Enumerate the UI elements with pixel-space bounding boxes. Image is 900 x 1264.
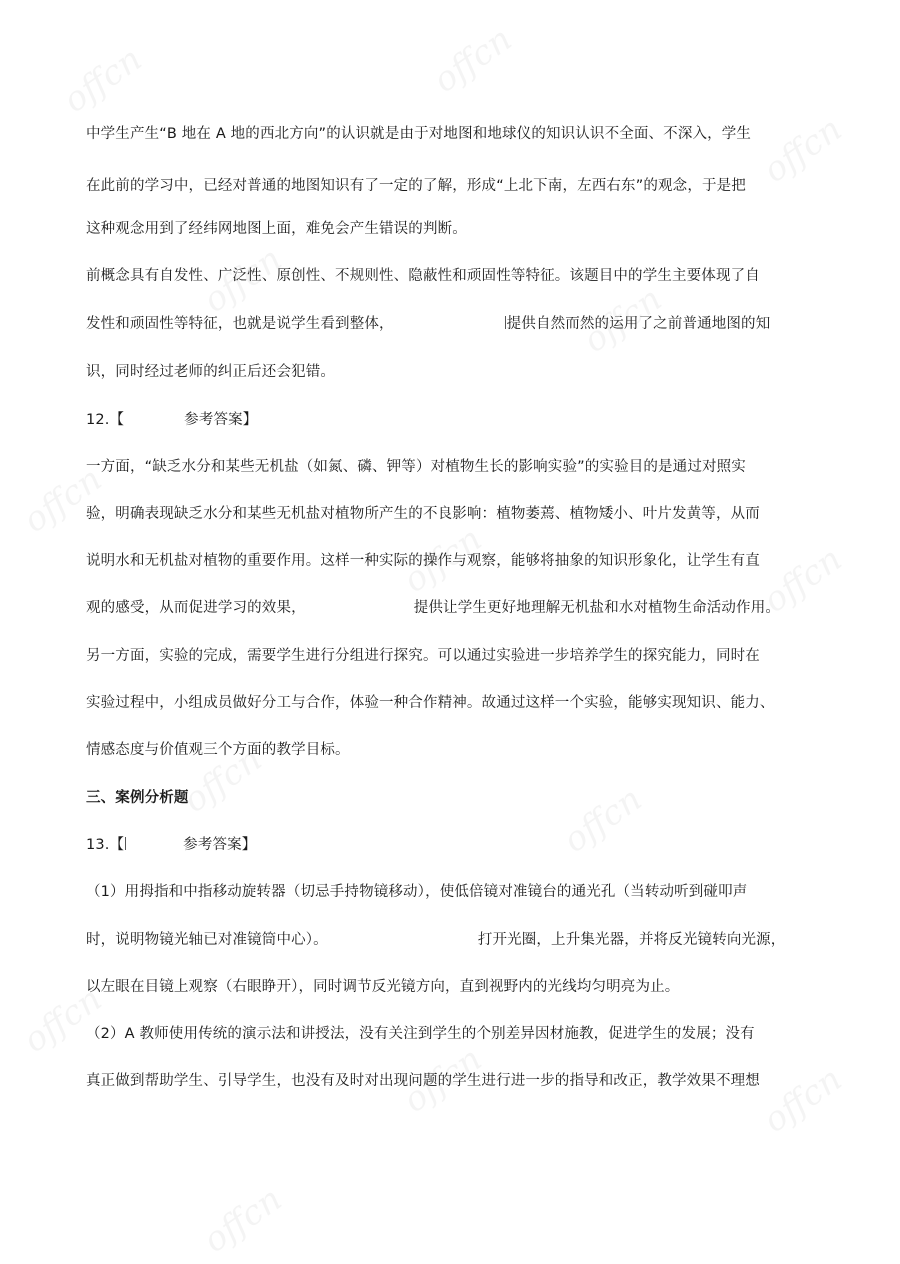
paragraph-line: 说明水和无机盐对植物的重要作用。这样一种实际的操作与观察，能够将抽象的知识形象化，让学生有直 [86,553,760,569]
answer-label: 参考答案】 [184,412,258,428]
question-header [86,835,256,855]
question-number: 12.【 [86,412,125,428]
paragraph-line: 另一方面，实验的完成，需要学生进行分组进行探究。可以通过实验进一步培养学生的探究能力，同时在 [86,648,760,664]
paragraph-line [86,314,770,334]
watermark [556,779,649,861]
paragraph-line: 这种观念用到了经纬网地图上面，难免会产生错误的判断。 [86,221,467,237]
watermark [426,19,519,101]
watermark [756,109,849,191]
question-number: 13.【 [86,837,125,853]
text-cursor-mark [125,837,126,850]
section-heading: 三、案例分析题 [86,790,189,806]
paragraph-line [86,930,785,950]
answer-label: 参考答案】 [183,837,257,853]
paragraph-line: 真正做到帮助学生、引导学生，也没有及时对出现问题的学生进行进一步的指导和改正，教学效果不理想 [86,1073,760,1089]
paragraph-fragment: 发性和顽固性等特征，也就是说学生看到整体， [86,316,394,332]
paragraph-fragment: 提供自然而然的运用了之前普通地图的知 [506,316,771,332]
question-header [86,410,257,430]
paragraph-line [86,598,780,618]
paragraph-line: 实验过程中，小组成员做好分工与合作，体验一种合作精神。故通过这样一个实验，能够实现知识、能力、 [86,695,775,711]
paragraph-line: 中学生产生“B 地在 A 地的西北方向”的认识就是由于对地图和地球仪的知识认识不全面、不深入，学生 [86,126,752,142]
paragraph-line: （1）用拇指和中指移动旋转器（切忌手持物镜移动），使低倍镜对准镜台的通光孔（当转动听到碰叩声 [86,884,748,900]
paragraph-line: 前概念具有自发性、广泛性、原创性、不规则性、隐蔽性和顽固性等特征。该题目中的学生主要体现了自 [86,268,760,284]
paragraph-fragment: 时，说明物镜光轴已对准镜筒中心）。 [86,932,328,948]
watermark [196,1179,289,1261]
paragraph-line: 识，同时经过老师的纠正后还会犯错。 [86,364,336,380]
paragraph-fragment: 提供让学生更好地理解无机盐和水对植物生命活动作用。 [413,600,780,616]
paragraph-line: 在此前的学习中，已经对普通的地图知识有了一定的了解，形成“上北下南，左西右东”的观念，于是把 [86,178,746,194]
watermark [56,39,149,121]
paragraph-line: 一方面，“缺乏水分和某些无机盐（如氮、磷、钾等）对植物生长的影响实验”的实验目的是通过对照实 [86,459,746,475]
text-cursor-mark [505,316,506,329]
paragraph-line: 以左眼在目镜上观察（右眼睁开），同时调节反光镜方向，直到视野内的光线均匀明亮为止。 [86,979,680,995]
paragraph-fragment: 打开光圈，上升集光器，并将反光镜转向光源， [477,932,786,948]
paragraph-fragment: 观的感受，从而促进学习的效果， [86,600,306,616]
paragraph-line: 情感态度与价值观三个方面的教学目标。 [86,742,350,758]
paragraph-line: （2）A 教师使用传统的演示法和讲授法，没有关注到学生的个别差异因材施教，促进学生的发展；没有 [86,1026,755,1042]
watermark [756,1059,849,1141]
paragraph-line: 验，明确表现缺乏水分和某些无机盐对植物所产生的不良影响：植物萎蔫、植物矮小、叶片发黄等，从而 [86,506,760,522]
